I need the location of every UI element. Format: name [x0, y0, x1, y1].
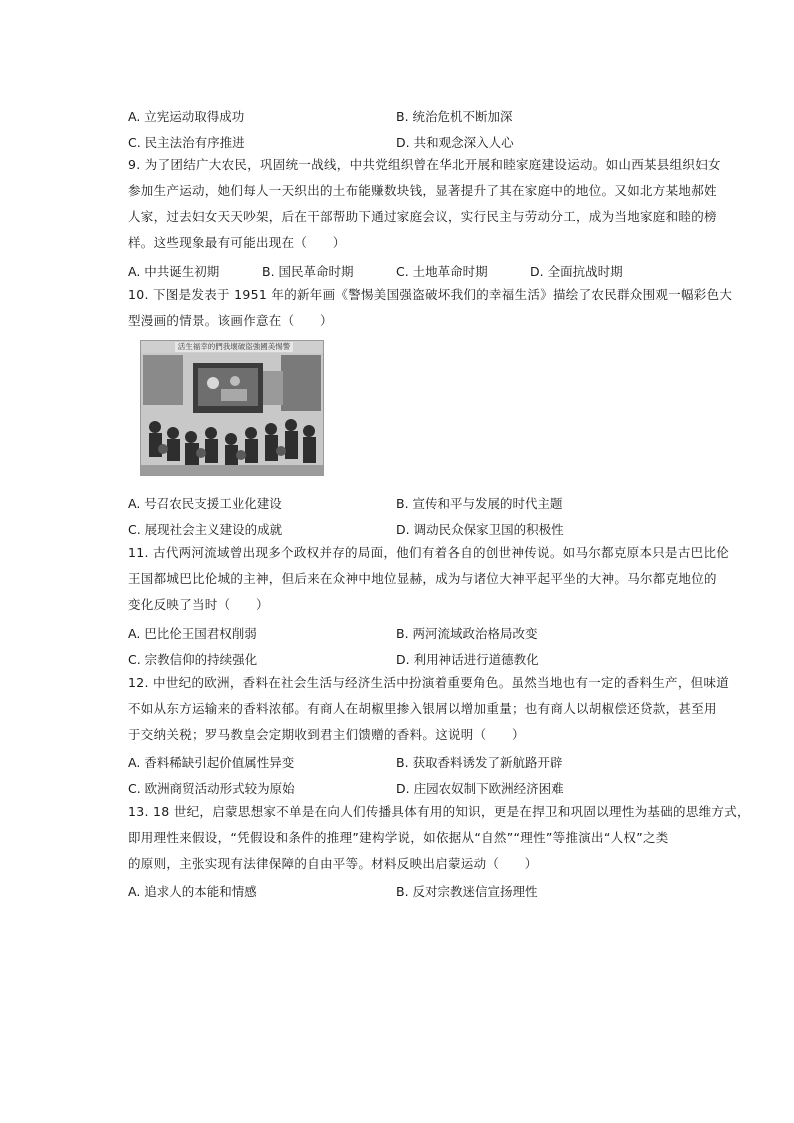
q10-stem-line: 10. 下图是发表于 1951 年的新年画《警惕美国强盗破坏我们的幸福生活》描绘了农民群众围观一幅彩色大: [128, 287, 733, 302]
q12-stem-line: 12. 中世纪的欧洲，香料在社会生活与经济生活中扮演着重要角色。虽然当地也有一定的香料生产，但味道: [128, 675, 730, 690]
q11-options-row-1: [128, 624, 648, 644]
q10-options-row-2: [128, 520, 648, 540]
q9-stem-line: 9. 为了团结广大农民，巩固统一战线，中共党组织曾在华北开展和睦家庭建设运动。如山西某县组织妇女: [128, 157, 721, 172]
q9-stem: [128, 152, 721, 256]
q10-option-a[interactable]: A. 号召农民支援工业化建设: [128, 496, 282, 511]
q12-option-c[interactable]: C. 欧洲商贸活动形式较为原始: [128, 781, 295, 796]
q9-options: [128, 262, 668, 282]
q13-options-row-1: [128, 882, 648, 902]
q11-stem-line: 王国都城巴比伦城的主神，但后来在众神中地位显赫，成为与诸位大神平起平坐的大神。马尔都克地位的: [128, 571, 717, 586]
q8-options-row-1: [128, 107, 648, 127]
q9-option-a[interactable]: A. 中共诞生初期: [128, 264, 220, 279]
q11-option-a[interactable]: A. 巴比伦王国君权削弱: [128, 626, 257, 641]
q9-stem-line: 样。这些现象最有可能出现在（ ）: [128, 235, 346, 250]
q12-stem: [128, 670, 730, 748]
q13-stem: [128, 799, 750, 877]
q12-option-b[interactable]: B. 获取香料诱发了新航路开辟: [396, 755, 563, 770]
q12-stem-line: 于交纳关税；罗马教皇会定期收到君主们馈赠的香料。这说明（ ）: [128, 727, 525, 742]
q8-options-row-2: [128, 133, 648, 153]
q10-new-year-painting-image: [140, 340, 324, 476]
q10-option-d[interactable]: D. 调动民众保家卫国的积极性: [396, 522, 564, 537]
q12-option-a[interactable]: A. 香料稀缺引起价值属性异变: [128, 755, 295, 770]
q9-stem-line: 人家，过去妇女天天吵架，后在干部帮助下通过家庭会议，实行民主与劳动分工，成为当地家庭和睦的榜: [128, 209, 717, 224]
q10-stem-line: 型漫画的情景。该画作意在（ ）: [128, 313, 333, 328]
q11-stem-line: 变化反映了当时（ ）: [128, 597, 269, 612]
q13-option-b[interactable]: B. 反对宗教迷信宣扬理性: [396, 884, 538, 899]
q10-stem: [128, 282, 733, 334]
q12-stem-line: 不如从东方运输来的香料浓郁。有商人在胡椒里掺入银屑以增加重量；也有商人以胡椒偿还贷款，甚至用: [128, 701, 717, 716]
q8-option-a[interactable]: A. 立宪运动取得成功: [128, 109, 245, 124]
q13-stem-line: 的原则，主张实现有法律保障的自由平等。材料反映出启蒙运动（ ）: [128, 856, 538, 871]
q8-option-c[interactable]: C. 民主法治有序推进: [128, 135, 245, 150]
q11-option-b[interactable]: B. 两河流域政治格局改变: [396, 626, 538, 641]
q11-options-row-2: [128, 650, 648, 670]
q9-option-c[interactable]: C. 土地革命时期: [396, 264, 488, 279]
q9-stem-line: 参加生产运动，她们每人一天织出的土布能赚数块钱，显著提升了其在家庭中的地位。又如北方某地郝姓: [128, 183, 717, 198]
q11-stem-line: 11. 古代两河流域曾出现多个政权并存的局面，他们有着各自的创世神传说。如马尔都克原本只是古巴比伦: [128, 545, 730, 560]
q9-option-d[interactable]: D. 全面抗战时期: [530, 264, 623, 279]
painting-illustration: [141, 341, 323, 475]
q10-option-b[interactable]: B. 宣传和平与发展的时代主题: [396, 496, 563, 511]
q8-option-b[interactable]: B. 统治危机不断加深: [396, 109, 513, 124]
q10-option-c[interactable]: C. 展现社会主义建设的成就: [128, 522, 283, 537]
painting-title-caption: 活生福幸的們我壞破盜強國美惕警: [175, 342, 293, 352]
q9-option-b[interactable]: B. 国民革命时期: [262, 264, 354, 279]
q11-option-d[interactable]: D. 利用神话进行道德教化: [396, 652, 539, 667]
q12-option-d[interactable]: D. 庄园农奴制下欧洲经济困难: [396, 781, 564, 796]
q11-option-c[interactable]: C. 宗教信仰的持续强化: [128, 652, 258, 667]
q12-options-row-1: [128, 753, 648, 773]
q8-option-d[interactable]: D. 共和观念深入人心: [396, 135, 514, 150]
q10-options-row-1: [128, 494, 648, 514]
q12-options-row-2: [128, 779, 648, 799]
q13-stem-line: 即用理性来假设，“凭假设和条件的推理”建构学说，如依据从“自然”“理性”等推演出“人权”之类: [128, 830, 669, 845]
q13-stem-line: 13. 18 世纪，启蒙思想家不单是在向人们传播具体有用的知识，更是在捍卫和巩固以理性为基础的思维方式，: [128, 804, 750, 819]
q13-option-a[interactable]: A. 追求人的本能和情感: [128, 884, 257, 899]
q11-stem: [128, 540, 730, 618]
